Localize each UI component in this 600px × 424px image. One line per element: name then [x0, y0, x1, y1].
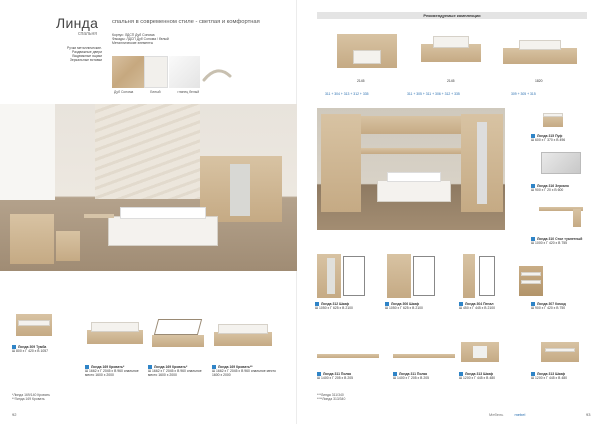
product-name: Линда 310 Стол туалетный [537, 237, 583, 241]
page-number-left: 92 [12, 412, 17, 417]
product-dims: Ш 1400 х Г 205 х В 205 [393, 376, 430, 381]
product-dims: Ш 1200 х Г 445 х В 480 [459, 376, 496, 381]
left-page [0, 0, 297, 424]
product-name: Линда 306 Шкаф [391, 302, 420, 306]
side-item-caption [531, 134, 599, 142]
swatch-label: Белый [150, 90, 161, 94]
site-link[interactable]: mebel [514, 412, 526, 417]
product-name: Линда 309 Тумба [18, 345, 47, 349]
product-name: Линда 169 Кровать* [91, 365, 125, 369]
product-image-mirror [541, 152, 581, 174]
feature-item: Ручки металлические. [67, 46, 102, 50]
page-number-right: 93 [586, 412, 591, 417]
product-image-bed-lift [148, 315, 208, 353]
product-dims: Ш 1662 х Г 2045 х В 960 спальное место 1600 х 2000 [212, 369, 276, 378]
product-dims: Ш 1400 х Г 205 х В 205 [317, 376, 354, 381]
material-line: Фасады: ЛДСП Дуб Сонома / белый [112, 37, 169, 42]
brand-text: Мебель [489, 412, 504, 417]
feature-item: Раздвижные двери [72, 50, 102, 55]
collection-title [56, 15, 98, 38]
room-photo [317, 108, 505, 230]
product-image-wardrobe-306 [385, 252, 437, 298]
product-name: Линда 313 Шкаф [465, 372, 494, 376]
product-caption [148, 365, 210, 377]
collection-subtitle: спальня [78, 31, 97, 37]
product-dims: Ш 1050 х Г 625 х В 2100 [315, 306, 353, 311]
combo-dim: 2145 [357, 79, 365, 83]
product-name: Линда 315 Пуф [537, 134, 563, 138]
product-image-wardrobe-312 [315, 252, 367, 298]
features-list [30, 46, 102, 62]
combo-code: 311 + 304 + 313 + 312 + 335 [325, 92, 369, 96]
swatch-oak [112, 56, 144, 88]
side-item-caption [531, 237, 599, 245]
side-item-caption [531, 184, 599, 192]
product-name: Линда 307 Комод [537, 302, 566, 306]
product-name: Линда 311 Полка [399, 372, 428, 376]
product-caption [212, 365, 278, 377]
bed-headboard [120, 207, 206, 219]
swatch-white [144, 56, 168, 88]
footnote: ****Линда 313/340 [317, 397, 346, 402]
product-name: Линда 169 Кровать* [154, 365, 188, 369]
handle-icon [200, 58, 234, 88]
product-image-bed-1 [85, 316, 145, 350]
product-dims: Ш 600 х Г 370 х В 496 [531, 138, 566, 143]
nightstand [56, 231, 80, 261]
feature-item: Зеркальные вставки [69, 58, 102, 63]
product-name: Линда 316 Зеркало [537, 184, 569, 188]
product-image-shelf-1 [317, 350, 379, 362]
material-line: Металлические элементы [112, 41, 154, 46]
product-dims: Ш 450 х Г 445 х В 2100 [459, 306, 496, 311]
product-dims: Ш 900 х Г 20 х В 600 [531, 188, 564, 193]
product-name: Линда 313 Шкаф [537, 372, 566, 376]
swatch-gloss [169, 56, 200, 88]
footnote: ***Линда 311/340 [317, 393, 344, 397]
product-caption [531, 372, 599, 380]
product-image-shelf-2 [393, 350, 455, 362]
product-caption [531, 302, 599, 310]
desk-top [84, 214, 114, 218]
footnote: *Линда 169/140 Кровать [12, 393, 50, 397]
combo-code: 311 + 305 + 311 + 306 + 312 + 335 [407, 92, 460, 96]
product-image-chest [515, 262, 563, 298]
product-caption [315, 302, 381, 310]
product-caption [459, 302, 517, 310]
product-caption [85, 365, 147, 377]
product-dims: Ш 800 х Г 420 х В 1057 [12, 349, 49, 354]
swatch-label: глянец белый [177, 90, 200, 94]
product-caption [393, 372, 463, 380]
product-caption [317, 372, 387, 380]
product-dims: Ш 1200 х Г 445 х В 480 [531, 376, 568, 381]
product-image-bed-2 [212, 318, 274, 352]
material-text [112, 33, 169, 45]
section-header: Рекомендуемые комплекции [317, 12, 587, 19]
product-image-cabinet-2 [539, 332, 581, 364]
swatch-label: Дуб Сонома [114, 90, 134, 94]
product-dims: Ш 1000 х Г 420 х В 755 [531, 241, 568, 246]
tagline: спальня в современном стиле - светлая и комфортная [112, 19, 260, 25]
product-caption [459, 372, 529, 380]
product-dims: Ш 1662 х Г 2045 х В 960 спальное место 1600 х 2000 [85, 369, 139, 378]
window [0, 104, 55, 200]
product-name: Линда 304 Пенал [465, 302, 494, 306]
wardrobe-mirror [230, 164, 250, 216]
footnotes [317, 393, 597, 401]
product-caption [385, 302, 451, 310]
combo-dim: 1820 [535, 79, 543, 83]
combo-image-3 [501, 34, 579, 72]
right-page [303, 0, 600, 424]
product-image-pouf [541, 109, 565, 127]
product-name: Линда 311 Полка [323, 372, 352, 376]
footnotes [12, 393, 292, 401]
material-line: Корпус: ЛДСП Дуб Сонома [112, 33, 155, 37]
product-dims: Ш 1050 х Г 625 х В 2100 [385, 306, 423, 311]
product-image-pencil-case [459, 252, 499, 298]
product-image-nightstand [12, 306, 56, 340]
product-image-vanity [539, 205, 583, 227]
product-name: Линда 169 Кровать** [218, 365, 253, 369]
brand-line [489, 413, 525, 418]
collection-name: Линда [56, 15, 99, 31]
combo-dim: 2145 [447, 79, 455, 83]
bed [108, 216, 218, 246]
feature-item: Выдвижные ящики [72, 54, 102, 59]
product-caption [12, 345, 72, 353]
decor-wall-panel [95, 104, 200, 199]
bedroom-photo [0, 104, 297, 271]
dresser [10, 214, 54, 264]
swatch-labels [114, 90, 234, 94]
product-image-cabinet-1 [459, 332, 501, 364]
combo-image-1 [337, 30, 397, 72]
combo-code: 309 + 305 + 315 [511, 92, 536, 96]
product-name: Линда 312 Шкаф [321, 302, 350, 306]
footnote: **Линда 169 Кровать [12, 397, 45, 402]
product-dims: Ш 900 х Г 420 х В 750 [531, 306, 566, 311]
product-dims: Ш 1662 х Г 2045 х В 960 спальное место 1600 х 2000 [148, 369, 202, 378]
combo-image-2 [415, 30, 487, 72]
